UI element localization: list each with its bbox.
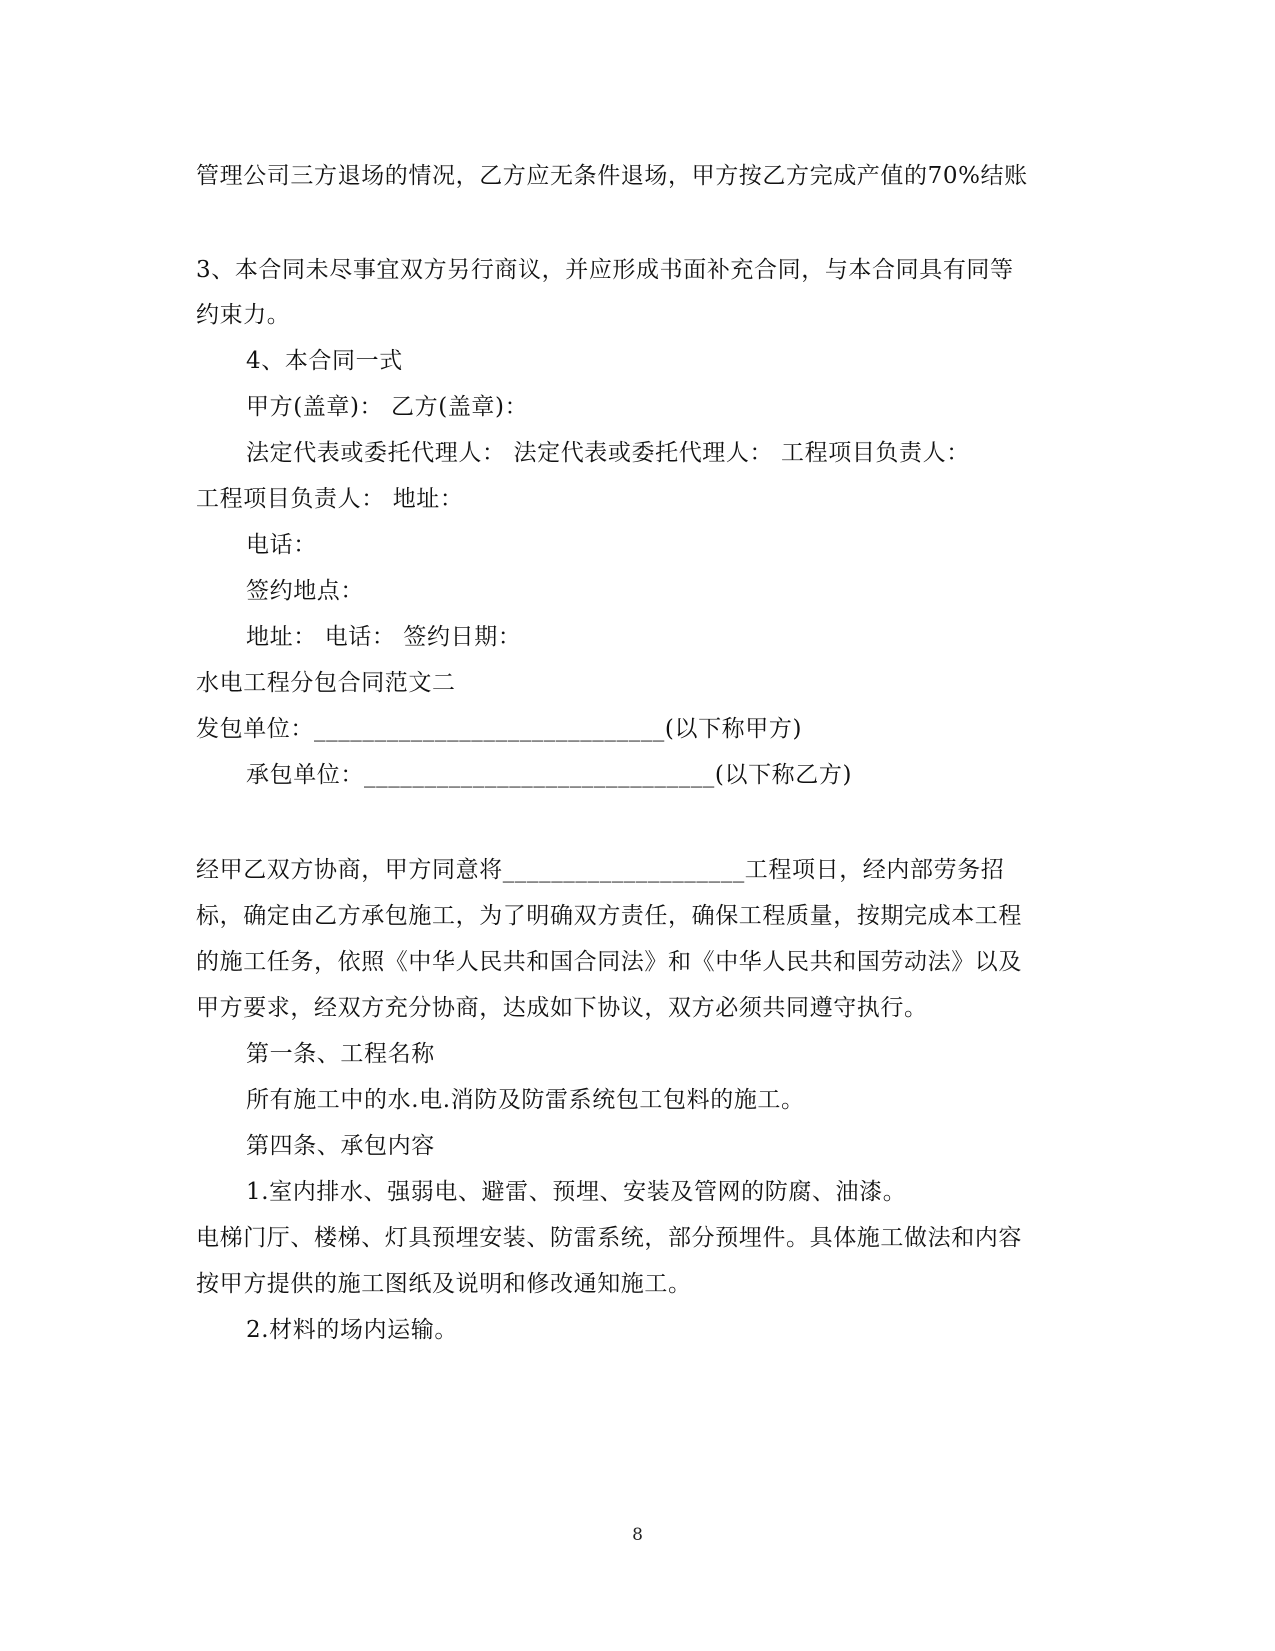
text-line: 甲方要求，经双方充分协商，达成如下协议，双方必须共同遵守执行。 xyxy=(196,995,928,1021)
text-line: 3、本合同未尽事宜双方另行商议，并应形成书面补充合同，与本合同具有同等 xyxy=(196,257,1014,283)
text-line: 承包单位：_____________________________(以下称乙方) xyxy=(246,762,853,788)
text-line: 发包单位：_____________________________(以下称甲方) xyxy=(196,716,803,742)
text-line: 电话： xyxy=(246,532,317,558)
text-line: 2.材料的场内运输。 xyxy=(246,1317,458,1343)
text-line: 地址： 电话： 签约日期： xyxy=(246,624,522,650)
text-line: 工程项目负责人： 地址： xyxy=(196,486,464,512)
page-number: 8 xyxy=(632,1525,643,1545)
text-line: 甲方(盖章)： 乙方(盖章)： xyxy=(246,394,529,420)
text-line: 管理公司三方退场的情况，乙方应无条件退场，甲方按乙方完成产值的70%结账 xyxy=(196,163,1028,189)
text-line: 按甲方提供的施工图纸及说明和修改通知施工。 xyxy=(196,1271,692,1297)
text-line: 标，确定由乙方承包施工，为了明确双方责任，确保工程质量，按期完成本工程 xyxy=(196,903,1022,929)
text-line: 第四条、承包内容 xyxy=(246,1133,435,1159)
text-line: 电梯门厅、楼梯、灯具预埋安装、防雷系统，部分预埋件。具体施工做法和内容 xyxy=(196,1225,1022,1251)
text-line: 所有施工中的水.电.消防及防雷系统包工包料的施工。 xyxy=(246,1087,805,1113)
section-heading: 水电工程分包合同范文二 xyxy=(196,670,456,696)
text-line: 1.室内排水、强弱电、避雷、预埋、安装及管网的防腐、油漆。 xyxy=(246,1179,907,1205)
text-line: 的施工任务，依照《中华人民共和国合同法》和《中华人民共和国劳动法》以及 xyxy=(196,949,1022,975)
text-line: 法定代表或委托代理人： 法定代表或委托代理人： 工程项目负责人： xyxy=(246,440,970,466)
text-line: 约束力。 xyxy=(196,302,291,328)
text-line: 签约地点： xyxy=(246,578,364,604)
text-line: 4、本合同一式 xyxy=(246,348,403,374)
text-line: 经甲乙双方协商，甲方同意将____________________工程项日，经内部劳务招 xyxy=(196,857,1005,883)
text-line: 第一条、工程名称 xyxy=(246,1041,435,1067)
